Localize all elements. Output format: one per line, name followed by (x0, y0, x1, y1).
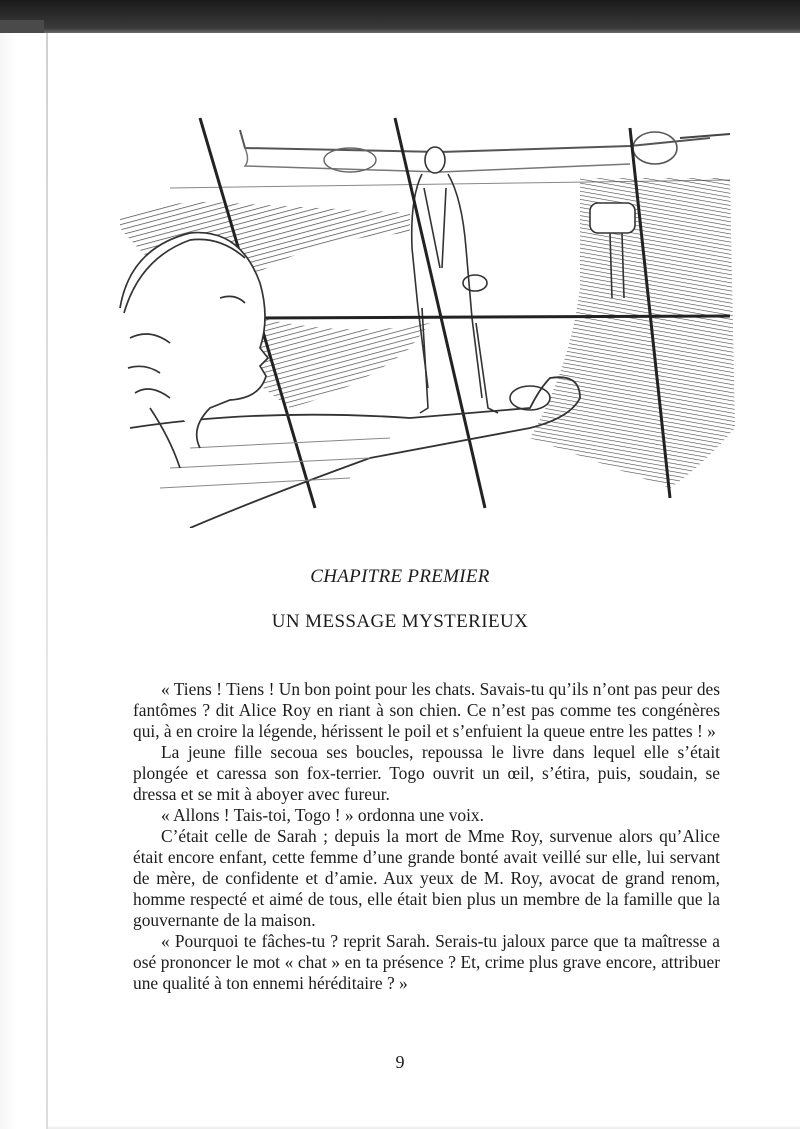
page-number: 9 (395, 1052, 405, 1072)
paragraph: « Allons ! Tais-toi, Togo ! » ordonna une voix. (161, 805, 484, 825)
scan-bottom-edge (48, 1125, 800, 1129)
chapter-title: UN MESSAGE MYSTERIEUX (271, 611, 529, 632)
chapter-label: CHAPITRE PREMIER (310, 566, 490, 587)
body-text (133, 679, 720, 994)
girl-profile (120, 233, 268, 468)
scan-corner (0, 20, 44, 34)
chapter-illustration (110, 108, 740, 528)
drain-pipe (240, 130, 710, 152)
paragraph: « Tiens ! Tiens ! Un bon point pour les chats. Savais-tu qu’ils n’ont pas peur des fantômes ? dit Alice Roy en riant à son chien. Ce n’est pas comme tes congénères qui, à en croire la légende, hérissent le poil et s’enfuient la queue entre les pattes ! » (133, 679, 720, 741)
paragraph: La jeune fille secoua ses boucles, repoussa le livre dans lequel elle s’était plongée et caressa son fox-terrier. Togo ouvrit un œil, s’étira, puis, soudain, se dressa et se mit à aboyer avec fureur. (133, 742, 720, 804)
paragraph: C’était celle de Sarah ; depuis la mort de Mme Roy, survenue alors qu’Alice était encore enfant, cette femme d’une grande bonté avait veillé sur elle, lui servant de mère, de confidente et d’amie. Aux yeux de M. Roy, avocat de grand renom, homme respecté et aimé de tous, elle était bien plus un membre de la famille que la gouvernante de la maison. (133, 826, 720, 930)
paragraph: « Pourquoi te fâches-tu ? reprit Sarah. Serais-tu jaloux parce que ta maîtresse a osé prononcer le mot « chat » en ta présence ? Et, crime plus grave encore, attribuer une qualité à ton ennemi héréditaire ? » (133, 931, 720, 993)
scan-top-edge (0, 0, 800, 33)
hedge-middle (250, 318, 430, 408)
